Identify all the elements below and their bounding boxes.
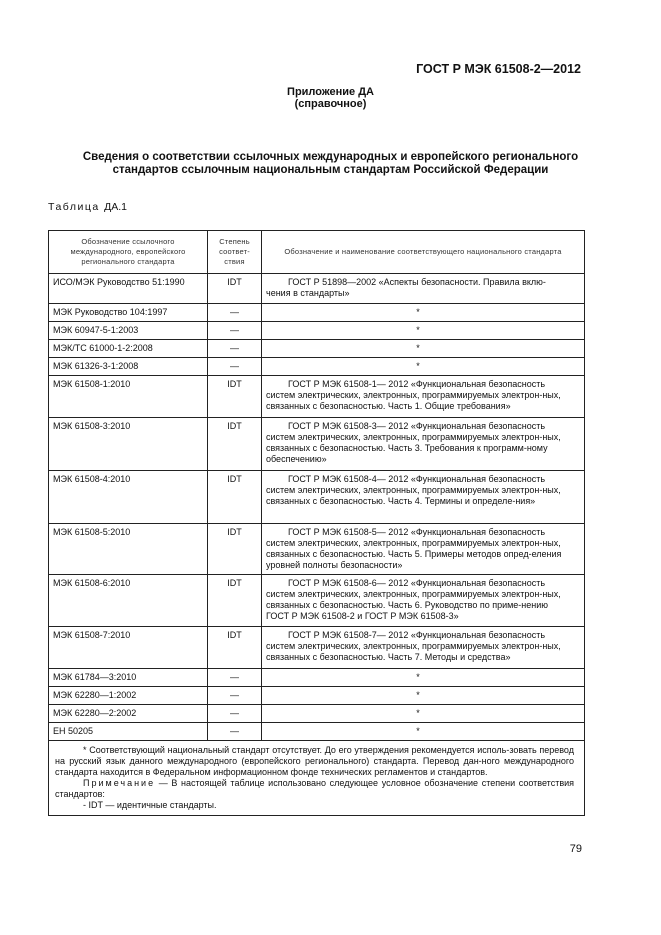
cell-reference: МЭК 61508-7:2010: [49, 627, 208, 669]
table-caption-number: ДА.1: [104, 201, 127, 213]
document-header: ГОСТ Р МЭК 61508-2—2012: [416, 62, 581, 76]
cell-degree: IDT: [208, 627, 262, 669]
cell-reference: ЕН 50205: [49, 723, 208, 741]
cell-national: *: [262, 340, 585, 358]
cell-degree: —: [208, 687, 262, 705]
cell-degree: IDT: [208, 575, 262, 627]
table-header-row: [49, 231, 585, 274]
table-row: [49, 358, 585, 376]
cell-degree: IDT: [208, 524, 262, 575]
cell-reference: МЭК 62280—2:2002: [49, 705, 208, 723]
cell-reference: МЭК 61784—3:2010: [49, 669, 208, 687]
table-caption: [48, 201, 127, 213]
cell-national: *: [262, 304, 585, 322]
cell-reference: МЭК 61508-4:2010: [49, 471, 208, 524]
table-row: [49, 705, 585, 723]
note-paragraph: [55, 778, 574, 800]
table-caption-word: Таблица: [48, 201, 100, 213]
cell-degree: —: [208, 304, 262, 322]
cell-degree: —: [208, 340, 262, 358]
cell-national: ГОСТ Р МЭК 61508-4— 2012 «Функциональная безопасность систем электрических, электронных, программируемых электрон-ных, связанных с безопасностью. Часть 4. Термины и определе-ния»: [262, 471, 585, 524]
note-text: — В настоящей таблице использовано следующее условное обозначение степени соответствия стандартов:: [55, 778, 574, 799]
cell-reference: МЭК/ТС 61000-1-2:2008: [49, 340, 208, 358]
cell-national: *: [262, 669, 585, 687]
cell-reference: МЭК 61508-1:2010: [49, 376, 208, 418]
cell-degree: IDT: [208, 376, 262, 418]
page-number: 79: [569, 843, 582, 855]
cell-national: ГОСТ Р МЭК 61508-5— 2012 «Функциональная безопасность систем электрических, электронных, программируемых электрон-ных, связанных с безопасностью. Часть 5. Примеры методов опред-еления уровней полноты безопасности»: [262, 524, 585, 575]
table-row: [49, 687, 585, 705]
cell-national: *: [262, 723, 585, 741]
cell-reference: МЭК 62280—1:2002: [49, 687, 208, 705]
table-row: [49, 274, 585, 304]
cell-reference: МЭК 60947-5-1:2003: [49, 322, 208, 340]
cell-reference: МЭК 61326-3-1:2008: [49, 358, 208, 376]
footnote-text: * Соответствующий национальный стандарт отсутствует. До его утверждения рекомендуется исполь-зовать перевод на русский язык данного международного (европейского регионального) стандарта. Перевод дан-ного международного стандарта находится в Федеральном информационном фонде технических регламентов и стандартов.: [55, 745, 574, 777]
table-footnote: [49, 741, 585, 816]
appendix-heading: [0, 86, 661, 110]
cell-degree: IDT: [208, 418, 262, 471]
table-row: [49, 524, 585, 575]
cell-reference: МЭК 61508-5:2010: [49, 524, 208, 575]
header-reference-standard: Обозначение ссылочного международного, европейского регионального стандарта: [49, 231, 208, 274]
cell-reference: МЭК 61508-3:2010: [49, 418, 208, 471]
cell-reference: МЭК Руководство 104:1997: [49, 304, 208, 322]
cell-national: ГОСТ Р 51898—2002 «Аспекты безопасности. Правила вклю-чения в стандарты»: [262, 274, 585, 304]
cell-national: *: [262, 687, 585, 705]
cell-national: ГОСТ Р МЭК 61508-1— 2012 «Функциональная безопасность систем электрических, электронных, программируемых электрон-ных, связанных с безопасностью. Часть 1. Общие требования»: [262, 376, 585, 418]
correspondence-table: [48, 230, 585, 816]
cell-degree: —: [208, 669, 262, 687]
table-row: [49, 575, 585, 627]
cell-national: *: [262, 358, 585, 376]
cell-degree: —: [208, 358, 262, 376]
cell-degree: —: [208, 322, 262, 340]
table-row: [49, 669, 585, 687]
table-row: [49, 471, 585, 524]
cell-national: *: [262, 705, 585, 723]
table-row: [49, 627, 585, 669]
header-national-standard: Обозначение и наименование соответствующего национального стандарта: [262, 231, 585, 274]
table-row: [49, 304, 585, 322]
table-row: [49, 418, 585, 471]
table-row: [49, 723, 585, 741]
header-degree: Степень соответ-ствия: [208, 231, 262, 274]
section-title: [60, 151, 601, 177]
table-footnote-row: [49, 741, 585, 816]
cell-degree: IDT: [208, 274, 262, 304]
cell-degree: —: [208, 705, 262, 723]
cell-reference: МЭК 61508-6:2010: [49, 575, 208, 627]
cell-reference: ИСО/МЭК Руководство 51:1990: [49, 274, 208, 304]
cell-national: ГОСТ Р МЭК 61508-7— 2012 «Функциональная безопасность систем электрических, электронных, программируемых электрон-ных, связанных с безопасностью. Часть 7. Методы и средства»: [262, 627, 585, 669]
appendix-subtitle: (справочное): [294, 98, 367, 110]
cell-national: ГОСТ Р МЭК 61508-6— 2012 «Функциональная безопасность систем электрических, электронных, программируемых электрон-ных, связанных с безопасностью. Часть 6. Руководство по приме-нению ГОСТ Р МЭК 61508-2 и ГОСТ Р МЭК 61508-3»: [262, 575, 585, 627]
section-title-line-2: стандартов ссылочным национальным стандартам Российской Федерации: [112, 164, 549, 176]
appendix-title: Приложение ДА: [287, 86, 374, 98]
table-row: [49, 322, 585, 340]
cell-national: *: [262, 322, 585, 340]
section-title-line-1: Сведения о соответствии ссылочных международных и европейского регионального: [82, 151, 579, 163]
cell-degree: IDT: [208, 471, 262, 524]
note-list-item: - IDT — идентичные стандарты.: [83, 800, 217, 810]
table-row: [49, 340, 585, 358]
cell-national: ГОСТ Р МЭК 61508-3— 2012 «Функциональная безопасность систем электрических, электронных, программируемых электрон-ных, связанных с безопасностью. Часть 3. Требования к программ-ному обеспечению»: [262, 418, 585, 471]
cell-degree: —: [208, 723, 262, 741]
note-label: Примечание: [83, 778, 156, 788]
table-row: [49, 376, 585, 418]
